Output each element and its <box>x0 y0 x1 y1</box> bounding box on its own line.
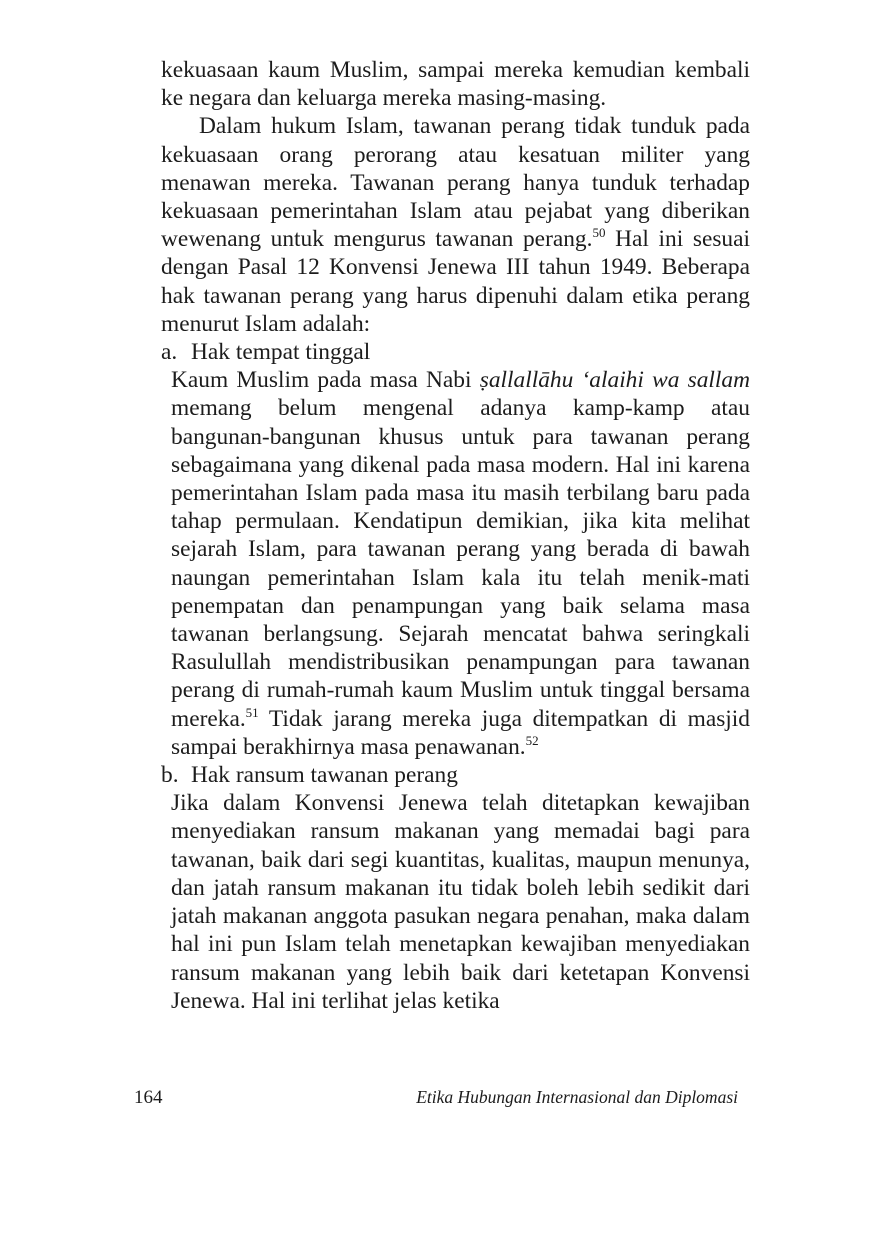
paragraph-text: Dalam hukum Islam, tawanan perang tidak tunduk pada kekuasaan orang perorang atau kesatuan militer yang menawan mereka. Tawanan perang hanya tunduk terhadap kekuasaan pemerintahan Islam atau pejabat yang diberikan wewenang untuk mengurus tawanan perang. <box>161 113 750 253</box>
list-item-letter: a. <box>161 339 178 366</box>
page-footer <box>134 1087 738 1109</box>
paragraph-prisoner-law <box>161 112 750 338</box>
list-item-heading <box>161 338 750 366</box>
footnote-ref: 50 <box>592 225 606 241</box>
list-item-letter: b. <box>161 762 179 789</box>
body-text: Tidak jarang mereka juga ditempatkan di masjid sampai berakhirnya masa penawanan. <box>171 705 750 760</box>
page-number: 164 <box>134 1087 163 1108</box>
paragraph-text: Hal ini sesuai dengan Pasal 12 Konvensi Jenewa III tahun 1949. Beberapa hak tawanan perang yang harus dipenuhi dalam etika perang menurut Islam adalah: <box>161 226 750 337</box>
running-title: Etika Hubungan Internasional dan Diplomasi <box>416 1087 738 1107</box>
body-text: Kaum Muslim pada masa Nabi <box>171 367 480 394</box>
footnote-ref: 51 <box>245 704 259 720</box>
page-body <box>161 56 750 1015</box>
body-text: memang belum mengenal adanya kamp-kamp atau bangunan-bangunan khusus untuk para tawanan perang sebagaimana yang dikenal pada masa modern. Hal ini karena pemerintahan Islam pada masa itu masih terbilang baru pada tahap permulaan. Kendatipun demikian, jika kita melihat sejarah Islam, para tawanan perang yang berada di bawah naungan pemerintahan Islam kala itu telah menik-mati penempatan dan penampungan yang baik selama masa tawanan berlangsung. Sejarah mencatat bahwa seringkali Rasulullah mendistribusikan penampungan para tawanan perang di rumah-rumah kaum Muslim untuk tinggal bersama mereka. <box>171 395 750 732</box>
paragraph-continuation: kekuasaan kaum Muslim, sampai mereka kemudian kembali ke negara dan keluarga mereka masing-masing. <box>161 57 750 112</box>
footnote-ref: 52 <box>525 732 539 748</box>
list-item-heading <box>161 761 750 789</box>
honorific-text: ṣallallāhu ‘alaihi wa sallam <box>479 367 750 394</box>
list-item-title: Hak tempat tinggal <box>191 339 371 366</box>
list-item-title: Hak ransum tawanan perang <box>191 762 458 789</box>
list-item-body <box>161 366 750 761</box>
list-item-body: Jika dalam Konvensi Jenewa telah ditetapkan kewajiban menyediakan ransum makanan yang memadai bagi para tawanan, baik dari segi kuantitas, kualitas, maupun menunya, dan jatah ransum makanan itu tidak boleh lebih sedikit dari jatah makanan anggota pasukan negara penahan, maka dalam hal ini pun Islam telah menetapkan kewajiban menyediakan ransum makanan yang lebih baik dari ketetapan Konvensi Jenewa. Hal ini terlihat jelas ketika <box>171 790 750 1014</box>
